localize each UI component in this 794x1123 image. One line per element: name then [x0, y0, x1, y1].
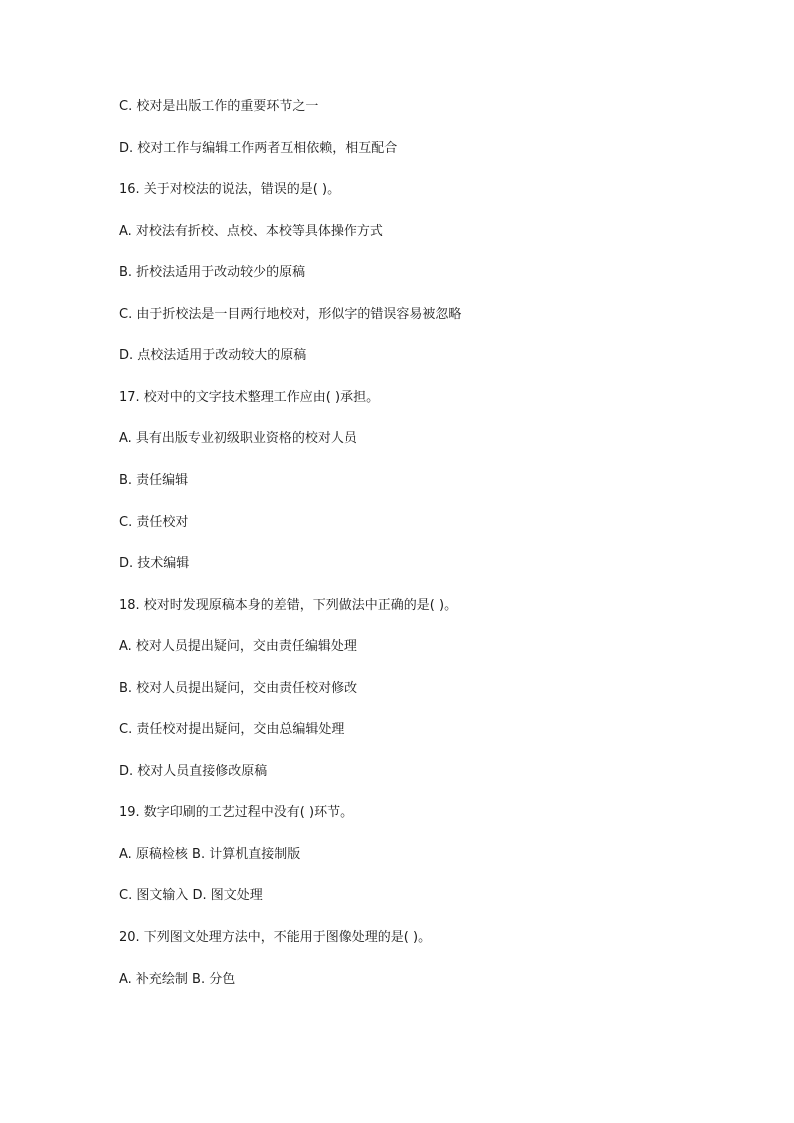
question-20: 20. 下列图文处理方法中，不能用于图像处理的是( )。	[119, 930, 432, 945]
option-d-q16: D. 点校法适用于改动较大的原稿	[119, 348, 307, 363]
option-a-q17: A. 具有出版专业初级职业资格的校对人员	[119, 431, 357, 446]
option-b-q16: B. 折校法适用于改动较少的原稿	[119, 265, 306, 280]
options-ab-q20: A. 补充绘制 B. 分色	[119, 972, 236, 987]
question-19: 19. 数字印刷的工艺过程中没有( )环节。	[119, 805, 354, 820]
option-c-q15: C. 校对是出版工作的重要环节之一	[119, 99, 319, 114]
option-d-q18: D. 校对人员直接修改原稿	[119, 764, 268, 779]
option-a-q18: A. 校对人员提出疑问，交由责任编辑处理	[119, 639, 357, 654]
option-d-q15: D. 校对工作与编辑工作两者互相依赖，相互配合	[119, 141, 398, 156]
options-ab-q19: A. 原稿检核 B. 计算机直接制版	[119, 847, 301, 862]
option-a-q16: A. 对校法有折校、点校、本校等具体操作方式	[119, 224, 383, 239]
options-cd-q19: C. 图文输入 D. 图文处理	[119, 888, 263, 903]
option-c-q16: C. 由于折校法是一目两行地校对，形似字的错误容易被忽略	[119, 307, 462, 322]
option-c-q18: C. 责任校对提出疑问，交由总编辑处理	[119, 722, 345, 737]
question-17: 17. 校对中的文字技术整理工作应由( )承担。	[119, 390, 380, 405]
option-d-q17: D. 技术编辑	[119, 556, 190, 571]
option-b-q17: B. 责任编辑	[119, 473, 189, 488]
option-b-q18: B. 校对人员提出疑问，交由责任校对修改	[119, 681, 358, 696]
option-c-q17: C. 责任校对	[119, 515, 189, 530]
question-18: 18. 校对时发现原稿本身的差错，下列做法中正确的是( )。	[119, 598, 458, 613]
question-16: 16. 关于对校法的说法，错误的是( )。	[119, 182, 341, 197]
